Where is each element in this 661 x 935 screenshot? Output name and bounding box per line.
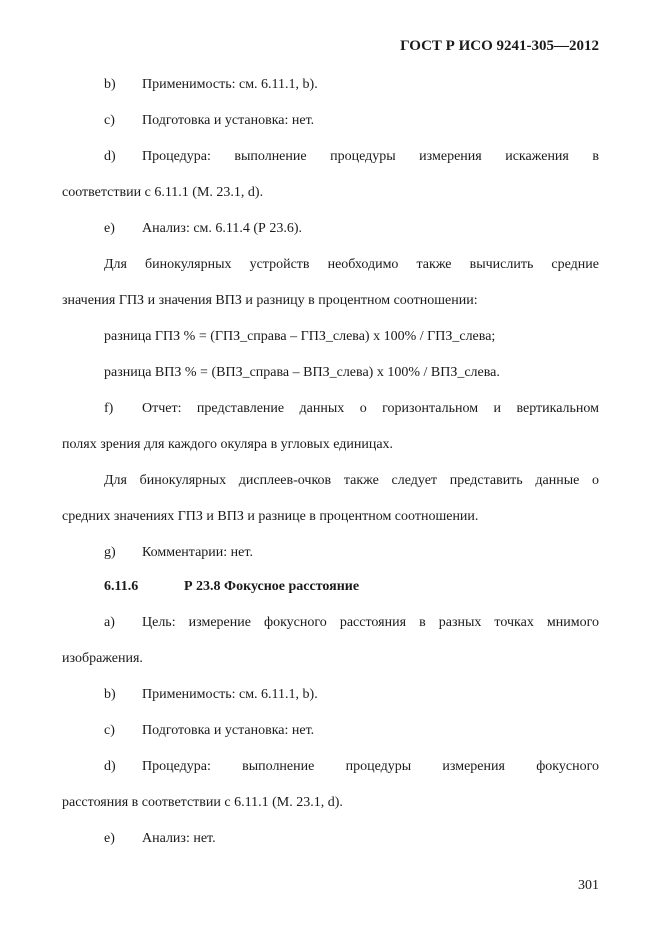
document-header: ГОСТ Р ИСО 9241-305—2012 [400,38,599,54]
item-c2-marker: c) [104,723,115,738]
item-b2-text: Применимость: см. 6.11.1, b). [142,687,318,702]
item-e-marker: e) [104,221,115,236]
item-c2-text: Подготовка и установка: нет. [142,723,315,738]
glasses-paragraph-line1: Для бинокулярных дисплеев-очков также следует представить данные о [104,473,599,488]
item-a-text-line2: изображения. [62,651,143,666]
page-number: 301 [578,878,599,893]
item-d2-marker: d) [104,759,116,774]
item-d-marker: d) [104,149,116,164]
formula-hfov-difference: разница ГПЗ % = (ГПЗ_справа – ГПЗ_слева) x 100% / ГПЗ_слева; [104,329,496,344]
item-f-marker: f) [104,401,114,416]
glasses-paragraph-line2: средних значениях ГПЗ и ВПЗ и разнице в процентном соотношении. [62,509,479,524]
item-g-marker: g) [104,545,116,560]
formula-vfov-difference: разница ВПЗ % = (ВПЗ_справа – ВПЗ_слева) x 100% / ВПЗ_слева. [104,365,500,380]
item-d-text-line1: Процедура: выполнение процедуры измерения искажения в [142,149,599,164]
binocular-paragraph-line2: значения ГПЗ и значения ВПЗ и разницу в процентном соотношении: [62,293,478,308]
item-d-text-line2: соответствии с 6.11.1 (М. 23.1, d). [62,185,264,200]
item-a-text-line1: Цель: измерение фокусного расстояния в разных точках мнимого [142,615,599,630]
section-number: 6.11.6 [104,579,139,594]
item-c-text: Подготовка и установка: нет. [142,113,315,128]
item-c-marker: c) [104,113,115,128]
item-e2-marker: e) [104,831,115,846]
item-a-marker: a) [104,615,115,630]
item-f-text-line1: Отчет: представление данных о горизонтальном и вертикальном [142,401,599,416]
item-g-text: Комментарии: нет. [142,545,253,560]
item-b2-marker: b) [104,687,116,702]
item-d2-text-line1: Процедура: выполнение процедуры измерения фокусного [142,759,599,774]
item-b-text: Применимость: см. 6.11.1, b). [142,77,318,92]
binocular-paragraph-line1: Для бинокулярных устройств необходимо также вычислить средние [104,257,599,272]
item-b-marker: b) [104,77,116,92]
item-e-text: Анализ: см. 6.11.4 (Р 23.6). [142,221,303,236]
section-title: Р 23.8 Фокусное расстояние [184,579,360,594]
item-f-text-line2: полях зрения для каждого окуляра в угловых единицах. [62,437,394,452]
item-d2-text-line2: расстояния в соответствии с 6.11.1 (М. 23.1, d). [62,795,343,810]
item-e2-text: Анализ: нет. [142,831,216,846]
